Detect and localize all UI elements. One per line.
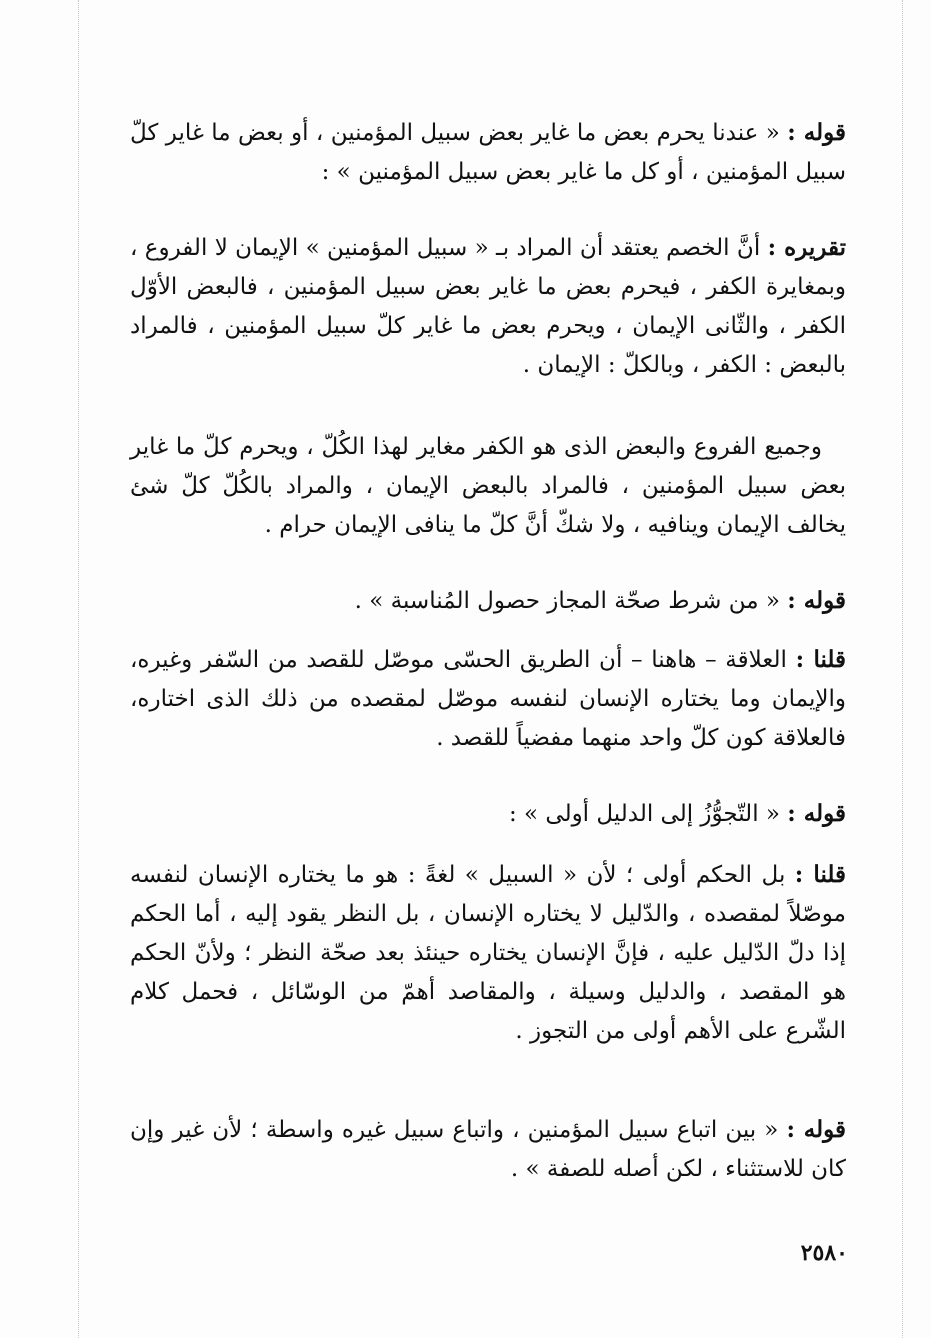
paragraph-8-lead: قوله : [786,1116,847,1143]
paragraph-4-lead: قوله : [787,587,846,614]
paragraph-3-text: وجميع الفروع والبعض الذى هو الكفر مغاير لهذا الكُلّ ، ويحرم كلّ ما غاير بعض سبيل المؤمنين ، فالمراد بالبعض الإيمان ، والمراد بالكُلّ كلّ شئ يخالف الإيمان وينافيه ، ولا شكّ أنَّ كلّ ما ينافى الإيمان حرام . [130,434,846,538]
paragraph-2-lead: تقريره : [767,234,846,261]
paragraph-6-lead: قوله : [787,800,846,827]
paragraph-7-text: بل الحكم أولى ؛ لأن « السبيل » لغةً : هو ما يختاره الإنسان لنفسه موصّلاً لمقصده ، والدّليل لا يختاره الإنسان ، بل النظر يقود إليه ، أما الحكم إذا دلّ الدّليل عليه ، فإنَّ الإنسان يختاره حينئذ بعد صحّة النظر ؛ ولأنّ الحكم هو المقصد ، والدليل وسيلة ، والمقاصد أهمّ من الوسّائل ، فحمل كلام الشّرع على الأهم أولى من التجوز . [130,862,846,1044]
paragraph-6 [130,794,846,834]
paragraph-2-text: أنَّ الخصم يعتقد أن المراد بـ « سبيل المؤمنين » الإيمان لا الفروع ، وبمغايرة الكفر ، فيحرم بعض ما غاير بعض سبيل المؤمنين ، فالبعض الأوّل الكفر ، والثّانى الإيمان ، ويحرم بعض ما غاير كلّ سبيل المؤمنين ، فالمراد بالبعض : الكفر ، وبالكلّ : الإيمان . [130,235,846,378]
paragraph-7 [130,855,846,1051]
paragraph-8-text: « بين اتباع سبيل المؤمنين ، واتباع سبيل غيره واسطة ؛ لأن غير وإن كان للاستثناء ، لكن أصله للصفة » . [130,1117,846,1182]
paragraph-1-text: « عندنا يحرم بعض ما غاير بعض سبيل المؤمنين ، أو بعض ما غاير كلّ سبيل المؤمنين ، أو كل ما غاير بعض سبيل المؤمنين » : [130,120,846,185]
page-number: ٢٥٨٠ [800,1240,848,1266]
paragraph-8 [130,1110,846,1189]
paragraph-4-text: « من شرط صحّة المجاز حصول المُناسبة » . [354,588,788,614]
paragraph-6-text: « التّجوُّزُ إلى الدليل أولى » : [508,801,788,827]
paragraph-2 [130,228,846,385]
paragraph-4 [130,581,846,621]
paragraph-5-lead: قلنا : [795,646,846,673]
paragraph-3 [130,428,846,545]
scan-margin-line-right [902,0,903,1338]
paragraph-5-text: العلاقة – هاهنا – أن الطريق الحسّى موصّل للقصد من السّفر وغيره، والإيمان وما يختاره الإنسان لنفسه موصّل لمقصده من ذلك الذى اختاره، فالعلاقة كون كلّ واحد منهما مفضياً للقصد . [130,647,846,751]
paragraph-1-lead: قوله : [787,119,847,146]
scan-margin-line-left [78,0,79,1338]
paragraph-7-lead: قلنا : [794,861,846,888]
paragraph-5 [130,640,846,758]
paragraph-1 [130,113,846,192]
